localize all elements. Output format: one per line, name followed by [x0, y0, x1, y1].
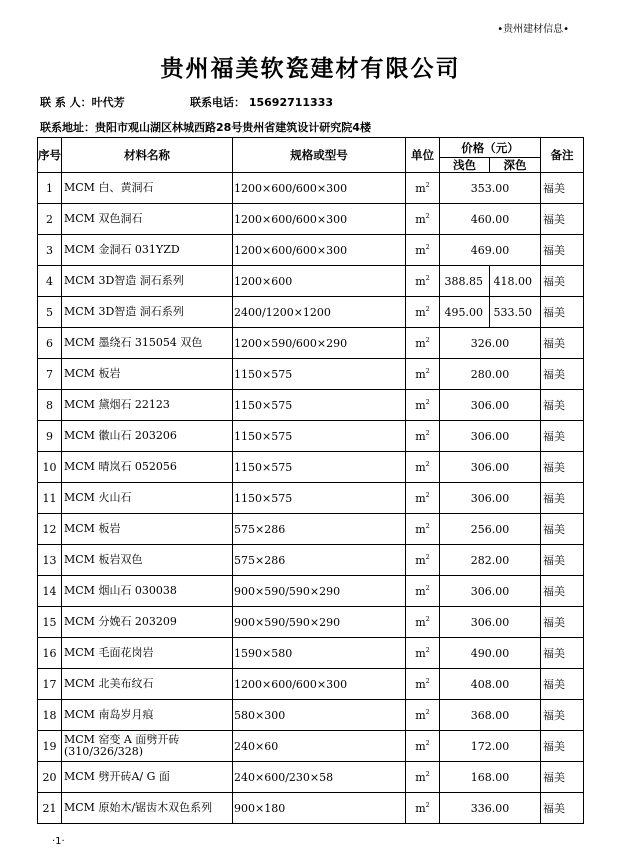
unit-superscript: 2 — [425, 460, 430, 468]
row-price: 326.00 — [440, 328, 541, 359]
row-price: 469.00 — [440, 235, 541, 266]
row-price: 408.00 — [440, 669, 541, 700]
row-note: 福美 — [541, 204, 584, 235]
table-row — [38, 328, 584, 359]
row-unit — [406, 297, 440, 328]
contact-phone: 联系电话： 15692711333 — [190, 96, 334, 109]
row-unit — [406, 607, 440, 638]
table-row — [38, 204, 584, 235]
unit-superscript: 2 — [425, 584, 430, 592]
row-price: 306.00 — [440, 421, 541, 452]
row-spec: 580×300 — [233, 700, 406, 731]
row-price: 280.00 — [440, 359, 541, 390]
row-index: 3 — [38, 235, 62, 266]
row-material-name: MCM 劈开砖A/ G 面 — [62, 762, 233, 793]
table-row — [38, 669, 584, 700]
row-material-name: MCM 徽山石 203206 — [62, 421, 233, 452]
row-spec: 1150×575 — [233, 359, 406, 390]
unit-text: m — [415, 523, 426, 536]
table-row — [38, 793, 584, 824]
row-unit — [406, 266, 440, 297]
row-unit — [406, 421, 440, 452]
row-price: 256.00 — [440, 514, 541, 545]
row-unit — [406, 390, 440, 421]
row-price: 168.00 — [440, 762, 541, 793]
row-unit — [406, 762, 440, 793]
unit-text: m — [415, 306, 426, 319]
row-note: 福美 — [541, 390, 584, 421]
unit-superscript: 2 — [425, 708, 430, 716]
row-index: 17 — [38, 669, 62, 700]
row-material-name: MCM 板岩双色 — [62, 545, 233, 576]
row-material-name: MCM 白、黄洞石 — [62, 173, 233, 204]
table-row — [38, 173, 584, 204]
row-price: 336.00 — [440, 793, 541, 824]
unit-superscript: 2 — [425, 274, 430, 282]
header-dark: 深色 — [490, 158, 541, 173]
row-price-light: 388.85 — [440, 266, 490, 297]
unit-superscript: 2 — [425, 522, 430, 530]
table-row — [38, 390, 584, 421]
row-price: 490.00 — [440, 638, 541, 669]
row-note: 福美 — [541, 483, 584, 514]
row-index: 5 — [38, 297, 62, 328]
unit-text: m — [415, 275, 426, 288]
row-note: 福美 — [541, 266, 584, 297]
row-note: 福美 — [541, 421, 584, 452]
row-material-name: MCM 金洞石 031YZD — [62, 235, 233, 266]
table-row — [38, 297, 584, 328]
table-row — [38, 452, 584, 483]
row-material-name: MCM 烟山石 030038 — [62, 576, 233, 607]
row-index: 7 — [38, 359, 62, 390]
row-unit — [406, 576, 440, 607]
row-price: 368.00 — [440, 700, 541, 731]
row-price: 306.00 — [440, 607, 541, 638]
row-index: 16 — [38, 638, 62, 669]
table-row — [38, 359, 584, 390]
row-spec: 900×180 — [233, 793, 406, 824]
row-material-name: MCM 毛面花岗岩 — [62, 638, 233, 669]
row-unit — [406, 731, 440, 762]
row-note: 福美 — [541, 793, 584, 824]
row-note: 福美 — [541, 731, 584, 762]
row-material-name: MCM 原始木/锯齿木双色系列 — [62, 793, 233, 824]
row-index: 15 — [38, 607, 62, 638]
unit-text: m — [415, 709, 426, 722]
unit-superscript: 2 — [425, 305, 430, 313]
header-index: 序号 — [38, 138, 62, 173]
row-spec: 240×600/230×58 — [233, 762, 406, 793]
row-unit — [406, 545, 440, 576]
row-spec: 1200×600/600×300 — [233, 173, 406, 204]
row-spec: 1150×575 — [233, 390, 406, 421]
row-price: 306.00 — [440, 483, 541, 514]
unit-superscript: 2 — [425, 212, 430, 220]
row-spec: 1150×575 — [233, 421, 406, 452]
unit-text: m — [415, 554, 426, 567]
row-index: 9 — [38, 421, 62, 452]
unit-superscript: 2 — [425, 770, 430, 778]
row-spec: 2400/1200×1200 — [233, 297, 406, 328]
header-name: 材料名称 — [62, 138, 233, 173]
header-price: 价格（元） — [440, 138, 541, 158]
unit-superscript: 2 — [425, 243, 430, 251]
table-row — [38, 421, 584, 452]
row-unit — [406, 328, 440, 359]
row-index: 14 — [38, 576, 62, 607]
row-note: 福美 — [541, 235, 584, 266]
unit-text: m — [415, 337, 426, 350]
row-unit — [406, 235, 440, 266]
row-index: 10 — [38, 452, 62, 483]
table-row — [38, 483, 584, 514]
row-spec: 1150×575 — [233, 452, 406, 483]
row-note: 福美 — [541, 452, 584, 483]
row-unit — [406, 700, 440, 731]
row-material-name: MCM 板岩 — [62, 359, 233, 390]
unit-text: m — [415, 182, 426, 195]
row-note: 福美 — [541, 545, 584, 576]
row-spec: 1200×600/600×300 — [233, 204, 406, 235]
row-price-dark: 533.50 — [490, 297, 541, 328]
row-unit — [406, 638, 440, 669]
row-spec: 900×590/590×290 — [233, 607, 406, 638]
unit-text: m — [415, 492, 426, 505]
unit-superscript: 2 — [425, 801, 430, 809]
contact-person: 联 系 人：叶代芳 — [40, 96, 125, 109]
unit-superscript: 2 — [425, 429, 430, 437]
row-spec: 240×60 — [233, 731, 406, 762]
row-material-name: MCM 晴岚石 052056 — [62, 452, 233, 483]
row-index: 6 — [38, 328, 62, 359]
row-unit — [406, 514, 440, 545]
row-price: 306.00 — [440, 452, 541, 483]
row-material-name: MCM 黛烟石 22123 — [62, 390, 233, 421]
row-material-name: MCM 南岛岁月痕 — [62, 700, 233, 731]
row-index: 11 — [38, 483, 62, 514]
row-unit — [406, 483, 440, 514]
table-row — [38, 731, 584, 762]
row-index: 20 — [38, 762, 62, 793]
row-unit — [406, 359, 440, 390]
unit-superscript: 2 — [425, 677, 430, 685]
row-unit — [406, 452, 440, 483]
row-index: 2 — [38, 204, 62, 235]
unit-text: m — [415, 368, 426, 381]
row-price-dark: 418.00 — [490, 266, 541, 297]
row-index: 13 — [38, 545, 62, 576]
row-index: 4 — [38, 266, 62, 297]
header-note: 备注 — [541, 138, 584, 173]
unit-text: m — [415, 678, 426, 691]
unit-text: m — [415, 430, 426, 443]
row-unit — [406, 173, 440, 204]
unit-superscript: 2 — [425, 491, 430, 499]
row-price: 282.00 — [440, 545, 541, 576]
row-spec: 1200×600 — [233, 266, 406, 297]
header-light: 浅色 — [440, 158, 490, 173]
row-price: 460.00 — [440, 204, 541, 235]
table-row — [38, 762, 584, 793]
header-note: •贵州建材信息• — [497, 24, 569, 35]
row-price: 306.00 — [440, 390, 541, 421]
row-spec: 575×286 — [233, 514, 406, 545]
row-index: 1 — [38, 173, 62, 204]
table-row — [38, 235, 584, 266]
row-note: 福美 — [541, 669, 584, 700]
row-spec: 1200×600/600×300 — [233, 669, 406, 700]
unit-superscript: 2 — [425, 336, 430, 344]
row-note: 福美 — [541, 359, 584, 390]
unit-text: m — [415, 399, 426, 412]
row-material-name: MCM 窑变 A 面劈开砖(310/326/328) — [62, 731, 233, 762]
row-price: 306.00 — [440, 576, 541, 607]
header-spec: 规格或型号 — [233, 138, 406, 173]
table-row — [38, 514, 584, 545]
row-spec: 1200×590/600×290 — [233, 328, 406, 359]
contact-address: 联系地址：贵阳市观山湖区林城西路28号贵州省建筑设计研究院4楼 — [40, 121, 371, 134]
row-note: 福美 — [541, 762, 584, 793]
row-price-light: 495.00 — [440, 297, 490, 328]
row-spec: 1200×600/600×300 — [233, 235, 406, 266]
company-title: 贵州福美软瓷建材有限公司 — [160, 55, 461, 82]
row-index: 19 — [38, 731, 62, 762]
unit-text: m — [415, 213, 426, 226]
unit-superscript: 2 — [425, 553, 430, 561]
unit-superscript: 2 — [425, 646, 430, 654]
row-note: 福美 — [541, 638, 584, 669]
row-note: 福美 — [541, 576, 584, 607]
table-row — [38, 638, 584, 669]
row-unit — [406, 793, 440, 824]
row-note: 福美 — [541, 514, 584, 545]
row-note: 福美 — [541, 328, 584, 359]
row-spec: 1590×580 — [233, 638, 406, 669]
row-material-name: MCM 墨绕石 315054 双色 — [62, 328, 233, 359]
row-price: 353.00 — [440, 173, 541, 204]
row-index: 21 — [38, 793, 62, 824]
row-material-name: MCM 板岩 — [62, 514, 233, 545]
row-spec: 575×286 — [233, 545, 406, 576]
contact-row — [40, 94, 334, 110]
unit-text: m — [415, 802, 426, 815]
row-material-name: MCM 分娩石 203209 — [62, 607, 233, 638]
row-note: 福美 — [541, 297, 584, 328]
row-index: 8 — [38, 390, 62, 421]
row-material-name: MCM 北美布纹石 — [62, 669, 233, 700]
table-row — [38, 700, 584, 731]
row-note: 福美 — [541, 607, 584, 638]
unit-text: m — [415, 461, 426, 474]
unit-text: m — [415, 585, 426, 598]
unit-text: m — [415, 616, 426, 629]
unit-superscript: 2 — [425, 615, 430, 623]
unit-text: m — [415, 647, 426, 660]
table-row — [38, 266, 584, 297]
unit-text: m — [415, 244, 426, 257]
row-index: 12 — [38, 514, 62, 545]
page-number: ·1· — [52, 836, 65, 847]
row-unit — [406, 204, 440, 235]
row-material-name: MCM 3D智造 洞石系列 — [62, 266, 233, 297]
row-index: 18 — [38, 700, 62, 731]
row-note: 福美 — [541, 173, 584, 204]
unit-text: m — [415, 740, 426, 753]
row-price: 172.00 — [440, 731, 541, 762]
unit-superscript: 2 — [425, 398, 430, 406]
row-spec: 1150×575 — [233, 483, 406, 514]
row-note: 福美 — [541, 700, 584, 731]
price-table — [37, 137, 584, 824]
row-unit — [406, 669, 440, 700]
row-material-name: MCM 双色洞石 — [62, 204, 233, 235]
table-row — [38, 576, 584, 607]
unit-superscript: 2 — [425, 739, 430, 747]
unit-superscript: 2 — [425, 181, 430, 189]
row-material-name: MCM 火山石 — [62, 483, 233, 514]
row-spec: 900×590/590×290 — [233, 576, 406, 607]
table-row — [38, 607, 584, 638]
table-row — [38, 545, 584, 576]
row-material-name: MCM 3D智造 洞石系列 — [62, 297, 233, 328]
header-unit: 单位 — [406, 138, 440, 173]
unit-superscript: 2 — [425, 367, 430, 375]
unit-text: m — [415, 771, 426, 784]
